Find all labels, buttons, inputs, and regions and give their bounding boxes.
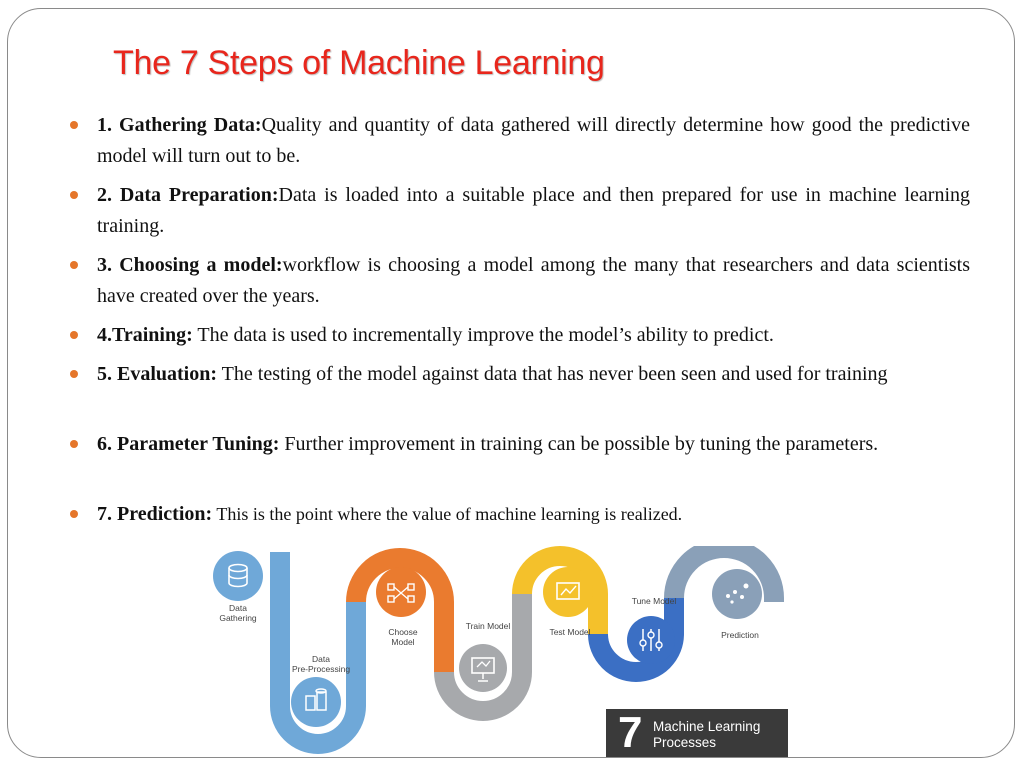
bullet-heading: 5. Evaluation:	[97, 363, 218, 385]
bullet-heading: 2. Data Preparation:	[97, 184, 279, 206]
bullet-item	[70, 110, 970, 172]
bullet-text: This is the point where the value of machine learning is realized.	[212, 504, 683, 524]
label-line: Gathering	[219, 613, 257, 623]
bullet-text: Further improvement in training can be possible by tuning the parameters.	[279, 433, 879, 455]
processes-badge	[606, 709, 788, 757]
label-train-model: Train Model	[465, 621, 511, 631]
network-icon	[376, 567, 426, 617]
label-line: Choose	[388, 627, 418, 637]
badge-line-1: Machine Learning	[653, 719, 761, 734]
label-test-model: Test Model	[549, 627, 591, 637]
label-prediction: Prediction	[721, 630, 759, 640]
bullet-dot	[70, 440, 78, 448]
bullet-item	[70, 250, 970, 312]
bullet-heading: 4.Training:	[97, 324, 193, 346]
presentation-icon	[459, 644, 507, 692]
bullet-text: workflow is choosing a model among the many that researchers and data scientists have created over the years.	[97, 254, 970, 307]
slide-title: The 7 Steps of Machine Learning	[113, 44, 605, 82]
sliders-icon	[627, 616, 675, 664]
bullet-heading: 6. Parameter Tuning:	[97, 433, 280, 455]
label-tune-model: Tune Model	[631, 596, 677, 606]
label-line: Pre-Processing	[291, 664, 351, 674]
dots-icon	[712, 569, 762, 619]
database-icon	[213, 551, 263, 601]
bullet-text: Quality and quantity of data gathered will directly determine how good the predictive model will turn out to be.	[97, 114, 970, 167]
bullet-heading: 7. Prediction:	[97, 503, 213, 525]
bullet-dot	[70, 191, 78, 199]
bullet-text: Data is loaded into a suitable place and then prepared for use in machine learning training.	[97, 184, 970, 237]
bullet-item	[70, 499, 970, 530]
bullet-text: The testing of the model against data that has never been seen and used for training	[217, 363, 888, 385]
stack-icon	[291, 677, 341, 727]
label-line: Data	[229, 603, 247, 613]
bullet-dot	[70, 331, 78, 339]
bullet-dot	[70, 510, 78, 518]
label-line: Model	[391, 637, 415, 647]
bullet-text: The data is used to incrementally improve the model’s ability to predict.	[192, 324, 774, 346]
label-line: Data	[312, 654, 330, 664]
bullet-item	[70, 359, 970, 421]
label-data-gathering	[208, 603, 268, 623]
label-choose-model	[378, 627, 428, 647]
bullet-dot	[70, 370, 78, 378]
badge-line-2: Processes	[653, 735, 717, 750]
bullet-item	[70, 429, 970, 491]
label-data-preprocessing	[286, 654, 356, 674]
bullet-dot	[70, 121, 78, 129]
chart-icon	[543, 567, 593, 617]
bullet-dot	[70, 261, 78, 269]
bullet-list	[70, 110, 970, 530]
bullet-item	[70, 320, 970, 351]
badge-number: 7	[618, 708, 643, 757]
bullet-item	[70, 180, 970, 242]
bullet-heading: 1. Gathering Data:	[97, 114, 262, 136]
ml-process-diagram	[202, 546, 802, 760]
bullet-heading: 3. Choosing a model:	[97, 254, 283, 276]
